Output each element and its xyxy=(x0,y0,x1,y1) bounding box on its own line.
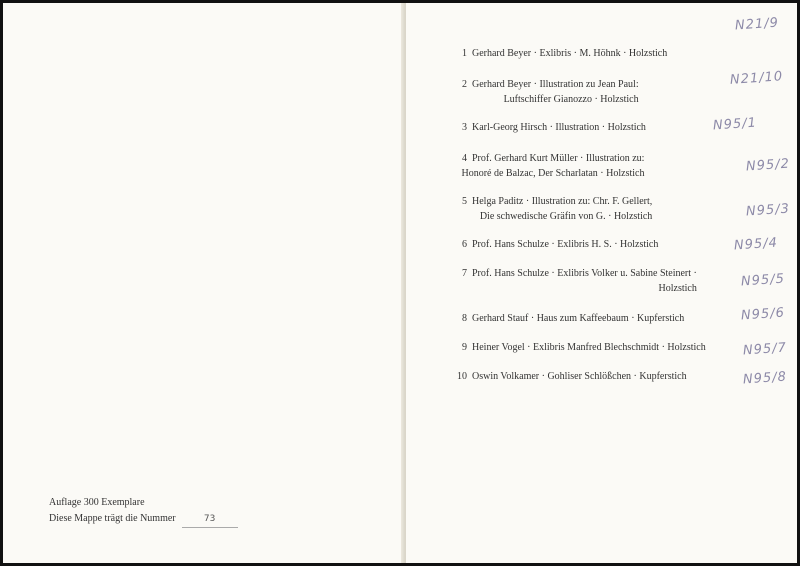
folder-number-label: Diese Mappe trägt die Nummer xyxy=(49,513,176,524)
handwritten-note: N95/8 xyxy=(742,369,788,388)
handwritten-note: N95/3 xyxy=(745,201,791,220)
handwritten-note: N95/5 xyxy=(740,271,786,290)
handwritten-note: N95/2 xyxy=(745,156,791,175)
list-item: 8 Gerhard Stauf · Haus zum Kaffeebaum · Kupferstich xyxy=(462,313,685,324)
list-item: 4 Prof. Gerhard Kurt Müller · Illustration zu: Honoré de Balzac, Der Scharlatan · Holzstich xyxy=(461,153,645,179)
edition-text: Auflage 300 Exemplare xyxy=(49,497,145,508)
list-item: 2 Gerhard Beyer · Illustration zu Jean Paul: Luftschiffer Gianozzo · Holzstich xyxy=(462,79,639,105)
list-item: 10 Oswin Volkamer · Gohliser Schlößchen · Kupferstich xyxy=(457,371,687,382)
list-item: 5 Helga Paditz · Illustration zu: Chr. F. Gellert, Die schwedische Gräfin von G. · Holzstich xyxy=(462,196,653,222)
list-item: 7 Prof. Hans Schulze · Exlibris Volker u. Sabine Steinert · Holzstich xyxy=(462,268,697,294)
handwritten-note: N21/9 xyxy=(734,15,780,34)
handwritten-note: N95/1 xyxy=(712,115,758,134)
folder-number: 73 xyxy=(182,511,238,528)
colophon xyxy=(49,495,238,528)
handwritten-note: N95/7 xyxy=(742,340,788,359)
left-page xyxy=(3,3,404,563)
handwritten-note: N95/4 xyxy=(733,235,779,254)
list-item: 6 Prof. Hans Schulze · Exlibris H. S. · Holzstich xyxy=(462,239,659,250)
handwritten-note: N95/6 xyxy=(740,305,786,324)
folder-number-line xyxy=(49,511,238,528)
handwritten-note: N21/10 xyxy=(729,69,784,88)
list-item: 1 Gerhard Beyer · Exlibris · M. Höhnk · Holzstich xyxy=(462,48,668,59)
list-item: 9 Heiner Vogel · Exlibris Manfred Blechschmidt · Holzstich xyxy=(462,342,706,353)
list-item: 3 Karl-Georg Hirsch · Illustration · Holzstich xyxy=(462,122,646,133)
